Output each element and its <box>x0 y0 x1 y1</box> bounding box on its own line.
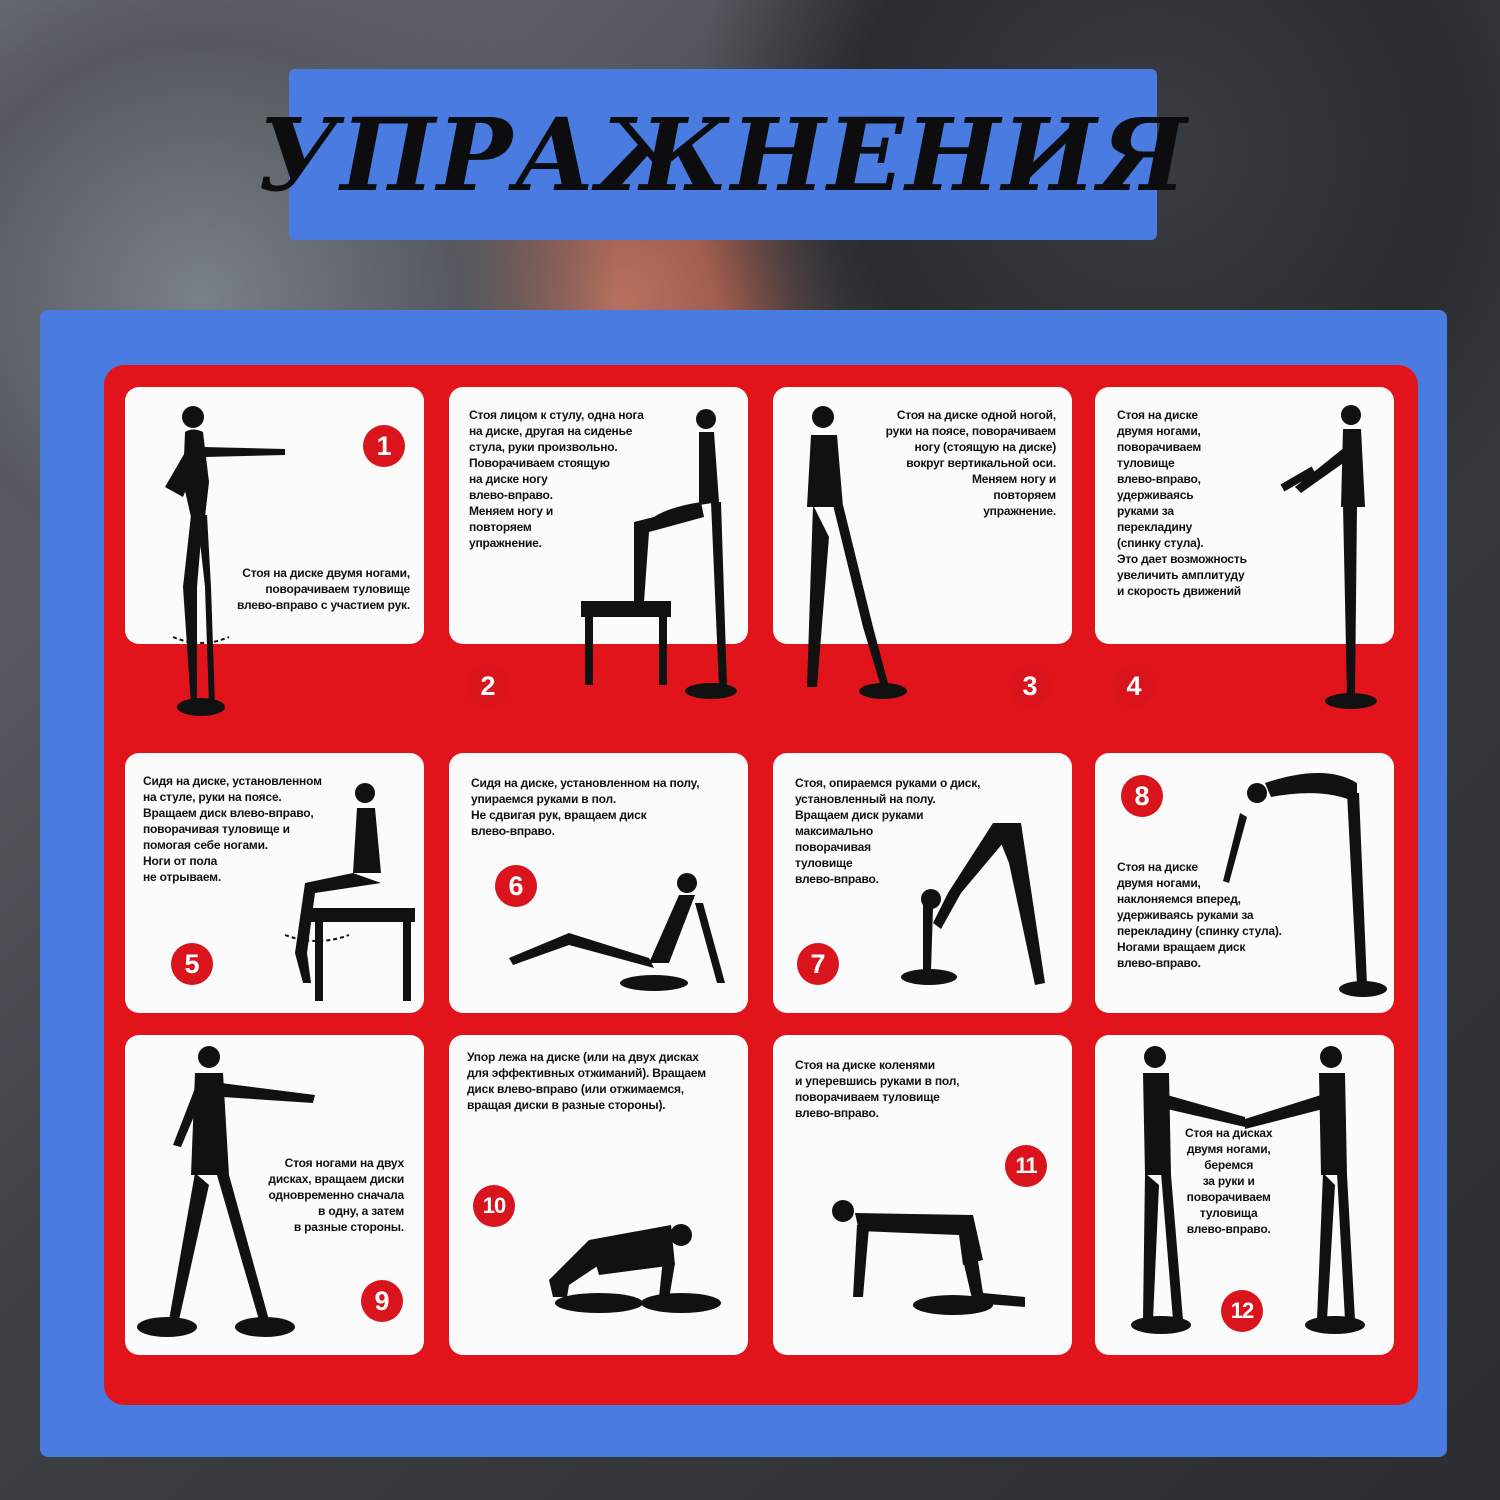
exercise-card-12 <box>1095 1035 1394 1355</box>
exercise-poster <box>104 365 1418 1405</box>
exercise-text-4: Стоя на диске двумя ногами, поворачиваем туловище влево-вправо, удерживаясь руками за перекладину (спинку стула). Это дает возможность увеличить амплитуду и скорость движений <box>1117 408 1247 598</box>
exercise-card-6 <box>449 753 748 1013</box>
exercise-number-12: 12 <box>1221 1290 1263 1332</box>
exercise-text-5: Сидя на диске, установленном на стуле, руки на поясе. Вращаем диск влево-вправо, поворачивая туловище и помогая себе ногами. Ноги от пола не отрываем. <box>143 774 322 884</box>
exercise-number-6: 6 <box>495 865 537 907</box>
exercise-number-4: 4 <box>1113 665 1155 707</box>
exercise-text-12: Стоя на дисках двумя ногами, беремся за руки и поворачиваем туловища влево-вправо. <box>1185 1126 1273 1236</box>
exercise-text-7: Стоя, опираемся руками о диск, установленный на полу. Вращаем диск руками максимально поворачивая туловище влево-вправо. <box>795 776 981 886</box>
exercise-number-11: 11 <box>1005 1145 1047 1187</box>
exercise-text-10: Упор лежа на диске (или на двух дисках для эффективных отжиманий). Вращаем диск влево-вправо (или отжимаемся, вращая диски в разные стороны). <box>467 1050 706 1112</box>
exercise-card-7 <box>773 753 1072 1013</box>
exercise-number-3: 3 <box>1009 665 1051 707</box>
page-title: УПРАЖНЕНИЯ <box>257 95 1189 214</box>
title-banner <box>257 69 1189 240</box>
exercise-text-6: Сидя на диске, установленном на полу, упираемся руками в пол. Не сдвигая рук, вращаем диск влево-вправо. <box>471 776 700 838</box>
exercise-card-10 <box>449 1035 748 1355</box>
exercise-number-1: 1 <box>363 425 405 467</box>
exercise-card-2 <box>449 387 748 701</box>
exercise-card-9 <box>125 1035 424 1355</box>
exercise-text-9: Стоя ногами на двух дисках, вращаем диски одновременно сначала в одну, а затем в разные стороны. <box>268 1156 404 1234</box>
exercise-text-1: Стоя на диске двумя ногами, поворачиваем туловище влево-вправо с участием рук. <box>237 566 410 612</box>
exercise-card-8 <box>1095 753 1394 1013</box>
exercise-text-8: Стоя на диске двумя ногами, наклоняемся вперед, удерживаясь руками за перекладину (спинку стула). Ногами вращаем диск влево-вправо. <box>1117 860 1282 970</box>
exercise-number-8: 8 <box>1121 775 1163 817</box>
exercise-number-5: 5 <box>171 943 213 985</box>
exercise-number-9: 9 <box>361 1280 403 1322</box>
exercise-card-1 <box>125 387 424 644</box>
exercise-number-10: 10 <box>473 1185 515 1227</box>
exercise-number-2: 2 <box>467 665 509 707</box>
exercise-text-11: Стоя на диске коленями и уперевшись руками в пол, поворачиваем туловище влево-вправо. <box>795 1058 960 1120</box>
exercise-card-4 <box>1095 387 1394 701</box>
exercise-number-7: 7 <box>797 943 839 985</box>
exercise-card-11 <box>773 1035 1072 1355</box>
exercise-text-3: Стоя на диске одной ногой, руки на поясе, поворачиваем ногу (стоящую на диске) вокруг вертикальной оси. Меняем ногу и повторяем упражнение. <box>885 408 1056 518</box>
exercise-card-5 <box>125 753 424 1013</box>
exercise-text-2: Стоя лицом к стулу, одна нога на диске, другая на сиденье стула, руки произвольно. Поворачиваем стоящую на диске ногу влево-вправо. Меняем ногу и повторяем упражнение. <box>469 408 644 550</box>
exercise-card-3 <box>773 387 1072 701</box>
